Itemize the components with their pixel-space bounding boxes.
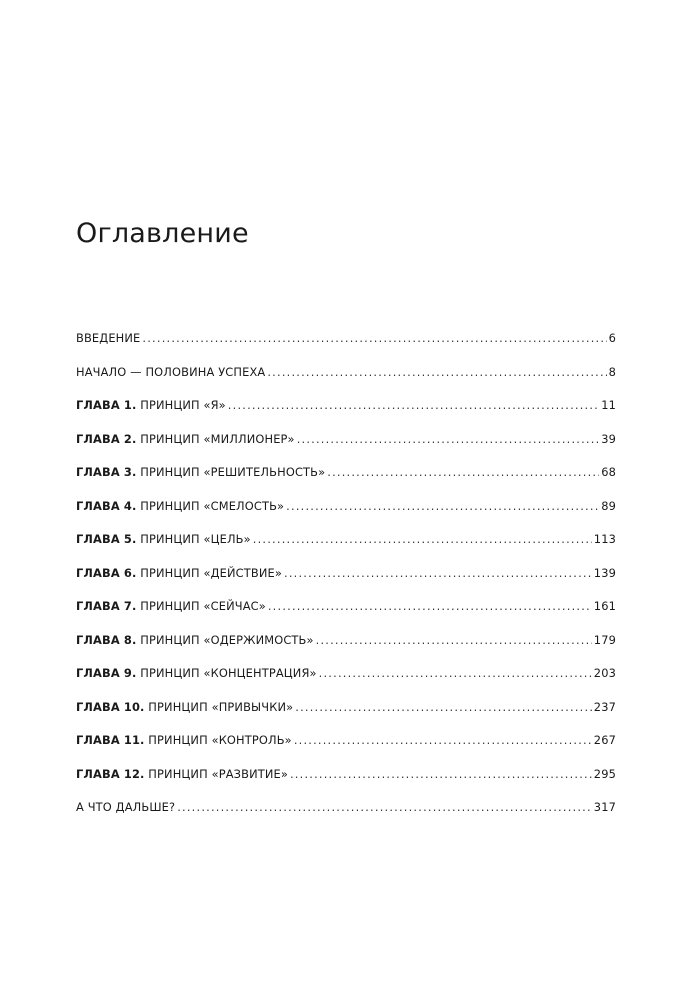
- toc-entry-label: [76, 465, 325, 479]
- toc-leader-dots: [177, 800, 592, 814]
- toc-entry-label: [76, 666, 317, 680]
- toc-page-number: 267: [593, 733, 616, 747]
- toc-entry-title: ПРИНЦИП «РАЗВИТИЕ»: [144, 766, 288, 781]
- toc-page-number: 237: [593, 699, 616, 714]
- toc-entry-chapter: ГЛАВА 5.: [76, 532, 137, 546]
- toc-entry-title: НАЧАЛО — ПОЛОВИНА УСПЕХА: [76, 364, 266, 379]
- toc-entry[interactable]: [76, 566, 616, 600]
- toc-leader-dots: [327, 465, 599, 479]
- toc-entry[interactable]: [76, 398, 616, 432]
- toc-entry-chapter: ГЛАВА 8.: [76, 632, 137, 647]
- toc-entry[interactable]: [76, 599, 616, 633]
- toc-entry-label: [76, 365, 265, 379]
- toc-entry-label: [76, 599, 266, 613]
- toc-entry-title: ПРИНЦИП «ДЕЙСТВИЕ»: [136, 565, 282, 580]
- toc-entry-chapter: ГЛАВА 3.: [76, 465, 137, 479]
- toc-leader-dots: [319, 666, 592, 680]
- toc-entry[interactable]: [76, 331, 616, 365]
- toc-entry-chapter: ГЛАВА 12.: [76, 766, 145, 781]
- toc-entry-label: [76, 566, 282, 580]
- toc-page-number: 6: [608, 331, 616, 345]
- toc-page-number: 39: [601, 431, 616, 446]
- toc-page-number: 89: [601, 498, 616, 513]
- toc-entry-title: ПРИНЦИП «ПРИВЫЧКИ»: [144, 699, 294, 714]
- toc-entry-chapter: ГЛАВА 11.: [76, 733, 145, 747]
- toc-entry-label: [76, 633, 314, 647]
- toc-entry-label: [76, 499, 284, 513]
- page-title: Оглавление: [76, 218, 249, 249]
- toc-entry[interactable]: [76, 800, 616, 834]
- toc-entry-title: ПРИНЦИП «ЦЕЛЬ»: [136, 532, 251, 546]
- toc-entry[interactable]: [76, 499, 616, 533]
- toc-leader-dots: [316, 633, 592, 647]
- toc-entry-title: ПРИНЦИП «РЕШИТЕЛЬНОСТЬ»: [136, 465, 326, 479]
- toc-page-number: 11: [601, 398, 616, 412]
- toc-page-number: 113: [593, 532, 616, 546]
- toc-entry[interactable]: [76, 532, 616, 566]
- toc-entry-chapter: ГЛАВА 10.: [76, 699, 145, 714]
- toc-entry[interactable]: [76, 666, 616, 700]
- toc-entry[interactable]: [76, 700, 616, 734]
- toc-entry-label: [76, 532, 251, 546]
- toc-leader-dots: [295, 700, 592, 714]
- toc-page-number: 161: [593, 599, 616, 613]
- toc-entry-title: ВВЕДЕНИЕ: [76, 331, 141, 345]
- toc-entry[interactable]: [76, 365, 616, 399]
- toc-page-number: 179: [593, 632, 616, 647]
- toc-entry-label: [76, 767, 288, 781]
- toc-entry-title: ПРИНЦИП «Я»: [136, 398, 226, 412]
- toc-page-number: 68: [601, 465, 616, 479]
- toc-entry-label: [76, 398, 226, 412]
- toc-leader-dots: [268, 599, 592, 613]
- toc-leader-dots: [294, 733, 592, 747]
- toc-entry-label: [76, 700, 293, 714]
- toc-leader-dots: [142, 331, 606, 345]
- toc-entry-label: [76, 733, 292, 747]
- toc-entry-title: ПРИНЦИП «СЕЙЧАС»: [136, 599, 266, 613]
- toc-leader-dots: [286, 499, 599, 513]
- toc-entry-chapter: ГЛАВА 1.: [76, 398, 137, 412]
- toc-entry[interactable]: [76, 733, 616, 767]
- toc-entry-label: [76, 432, 295, 446]
- toc-entry-chapter: ГЛАВА 9.: [76, 666, 137, 680]
- toc-page-number: 295: [593, 766, 616, 781]
- toc-entry-chapter: ГЛАВА 7.: [76, 599, 137, 613]
- toc-page-number: 317: [593, 800, 616, 814]
- toc-leader-dots: [253, 532, 592, 546]
- toc-entry-title: ПРИНЦИП «МИЛЛИОНЕР»: [136, 431, 295, 446]
- toc-entry-title: ПРИНЦИП «КОНЦЕНТРАЦИЯ»: [136, 666, 317, 680]
- toc-page-number: 8: [608, 364, 616, 379]
- toc-entry-chapter: ГЛАВА 2.: [76, 431, 137, 446]
- toc-page-number: 203: [593, 666, 616, 680]
- toc-entry[interactable]: [76, 767, 616, 801]
- toc-leader-dots: [284, 566, 592, 580]
- toc-entry-title: ПРИНЦИП «СМЕЛОСТЬ»: [136, 498, 285, 513]
- toc-entry-chapter: ГЛАВА 6.: [76, 565, 137, 580]
- toc-entry-title: А ЧТО ДАЛЬШЕ?: [76, 800, 176, 814]
- toc-entry-label: [76, 800, 175, 814]
- toc-entry-title: ПРИНЦИП «ОДЕРЖИМОСТЬ»: [136, 632, 314, 647]
- table-of-contents: [76, 331, 616, 834]
- toc-leader-dots: [228, 398, 599, 412]
- toc-entry-chapter: ГЛАВА 4.: [76, 498, 137, 513]
- toc-leader-dots: [267, 365, 606, 379]
- toc-leader-dots: [290, 767, 592, 781]
- toc-entry-label: [76, 331, 140, 345]
- toc-entry[interactable]: [76, 633, 616, 667]
- toc-entry-title: ПРИНЦИП «КОНТРОЛЬ»: [144, 733, 292, 747]
- toc-entry[interactable]: [76, 465, 616, 499]
- toc-entry[interactable]: [76, 432, 616, 466]
- toc-page-number: 139: [593, 565, 616, 580]
- toc-leader-dots: [297, 432, 600, 446]
